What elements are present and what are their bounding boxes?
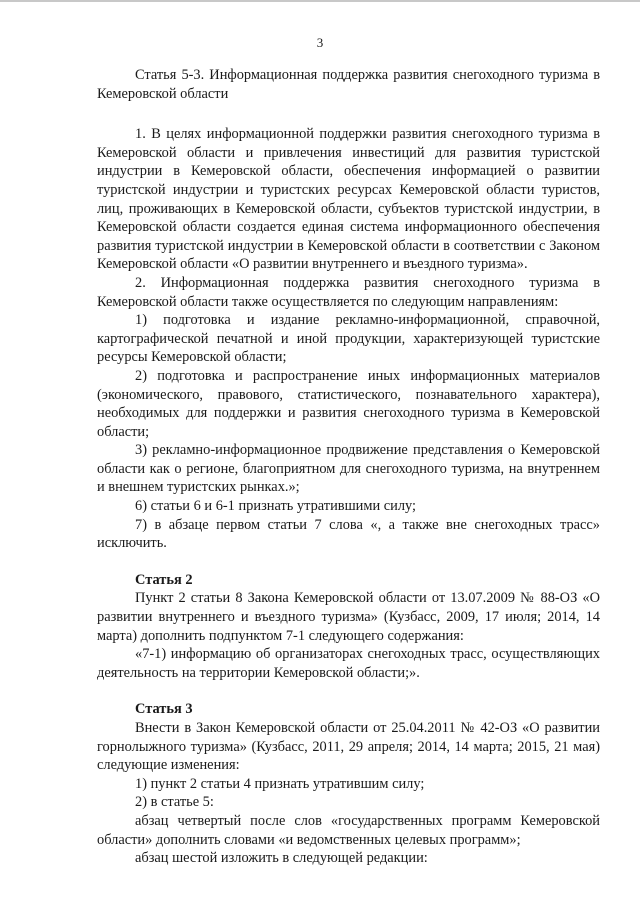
paragraph: 1) подготовка и издание рекламно-информационной, справочной, картографической печатной и иной продукции, характеризующей туристские ресурсы Кемеровской области; xyxy=(97,312,600,366)
paragraph: Внести в Закон Кемеровской области от 25.04.2011 № 42-ОЗ «О развитии горнолыжного туризма» (Кузбасс, 2011, 29 апреля; 2014, 14 марта; 2015, 21 мая) следующие изменения: xyxy=(97,720,600,774)
paragraph: 2) подготовка и распространение иных информационных материалов (экономического, правового, статистического, познавательного характера), необходимых для поддержки и развития снегоходного туризма в Кемеровской области; xyxy=(97,367,600,440)
article-3 xyxy=(97,700,600,867)
paragraph: 6) статьи 6 и 6-1 признать утратившими силу; xyxy=(135,498,417,515)
page-number: 3 xyxy=(316,35,324,50)
paragraph: абзац шестой изложить в следующей редакции: xyxy=(135,850,428,867)
article-5-3-title: Статья 5-3. Информационная поддержка развития снегоходного туризма в Кемеровской области xyxy=(97,67,600,102)
paragraph: 2. Информационная поддержка развития снегоходного туризма в Кемеровской области также осуществляется по следующим направлениям: xyxy=(97,274,600,310)
paragraph: «7-1) информацию об организаторах снегоходных трасс, осуществляющих деятельность на территории Кемеровской области;». xyxy=(97,646,600,681)
page-top-edge xyxy=(0,0,640,2)
article-2 xyxy=(97,571,600,683)
paragraph: 3) рекламно-информационное продвижение представления о Кемеровской области как о регионе, благоприятном для снегоходного туризма, на внутреннем и внешнем туристских рынках.»; xyxy=(97,442,600,496)
document-body xyxy=(97,66,600,868)
article-2-heading: Статья 2 xyxy=(135,571,193,588)
article-5-3-body xyxy=(97,125,600,553)
paragraph: 7) в абзаце первом статьи 7 слова «, а также вне снегоходных трасс» исключить. xyxy=(97,516,600,552)
paragraph: Пункт 2 статьи 8 Закона Кемеровской области от 13.07.2009 № 88-ОЗ «О развитии внутреннего и въездного туризма» (Кузбасс, 2009, 17 июля; 2014, 14 марта) дополнить подпунктом 7-1 следующего содержания: xyxy=(97,590,600,644)
paragraph: абзац четвертый после слов «государственных программ Кемеровской области» дополнить словами «и ведомственных целевых программ»; xyxy=(97,812,600,848)
paragraph: 1) пункт 2 статьи 4 признать утратившим силу; xyxy=(135,775,425,792)
article-3-heading: Статья 3 xyxy=(135,701,193,718)
paragraph: 2) в статье 5: xyxy=(135,794,214,811)
paragraph: 1. В целях информационной поддержки развития снегоходного туризма в Кемеровской области и привлечения инвестиций для развития туристской индустрии в Кемеровской области, обеспечения информацией о развитии туристской индустрии и туристских ресурсах Кемеровской области туристов, лиц, проживающих в Кемеровской области, субъектов туристской индустрии, в Кемеровской области создается единая система информационного обеспечения развития туристской индустрии в Кемеровской области в соответствии с Законом Кемеровской области «О развитии внутреннего и въездного туризма». xyxy=(97,126,600,273)
